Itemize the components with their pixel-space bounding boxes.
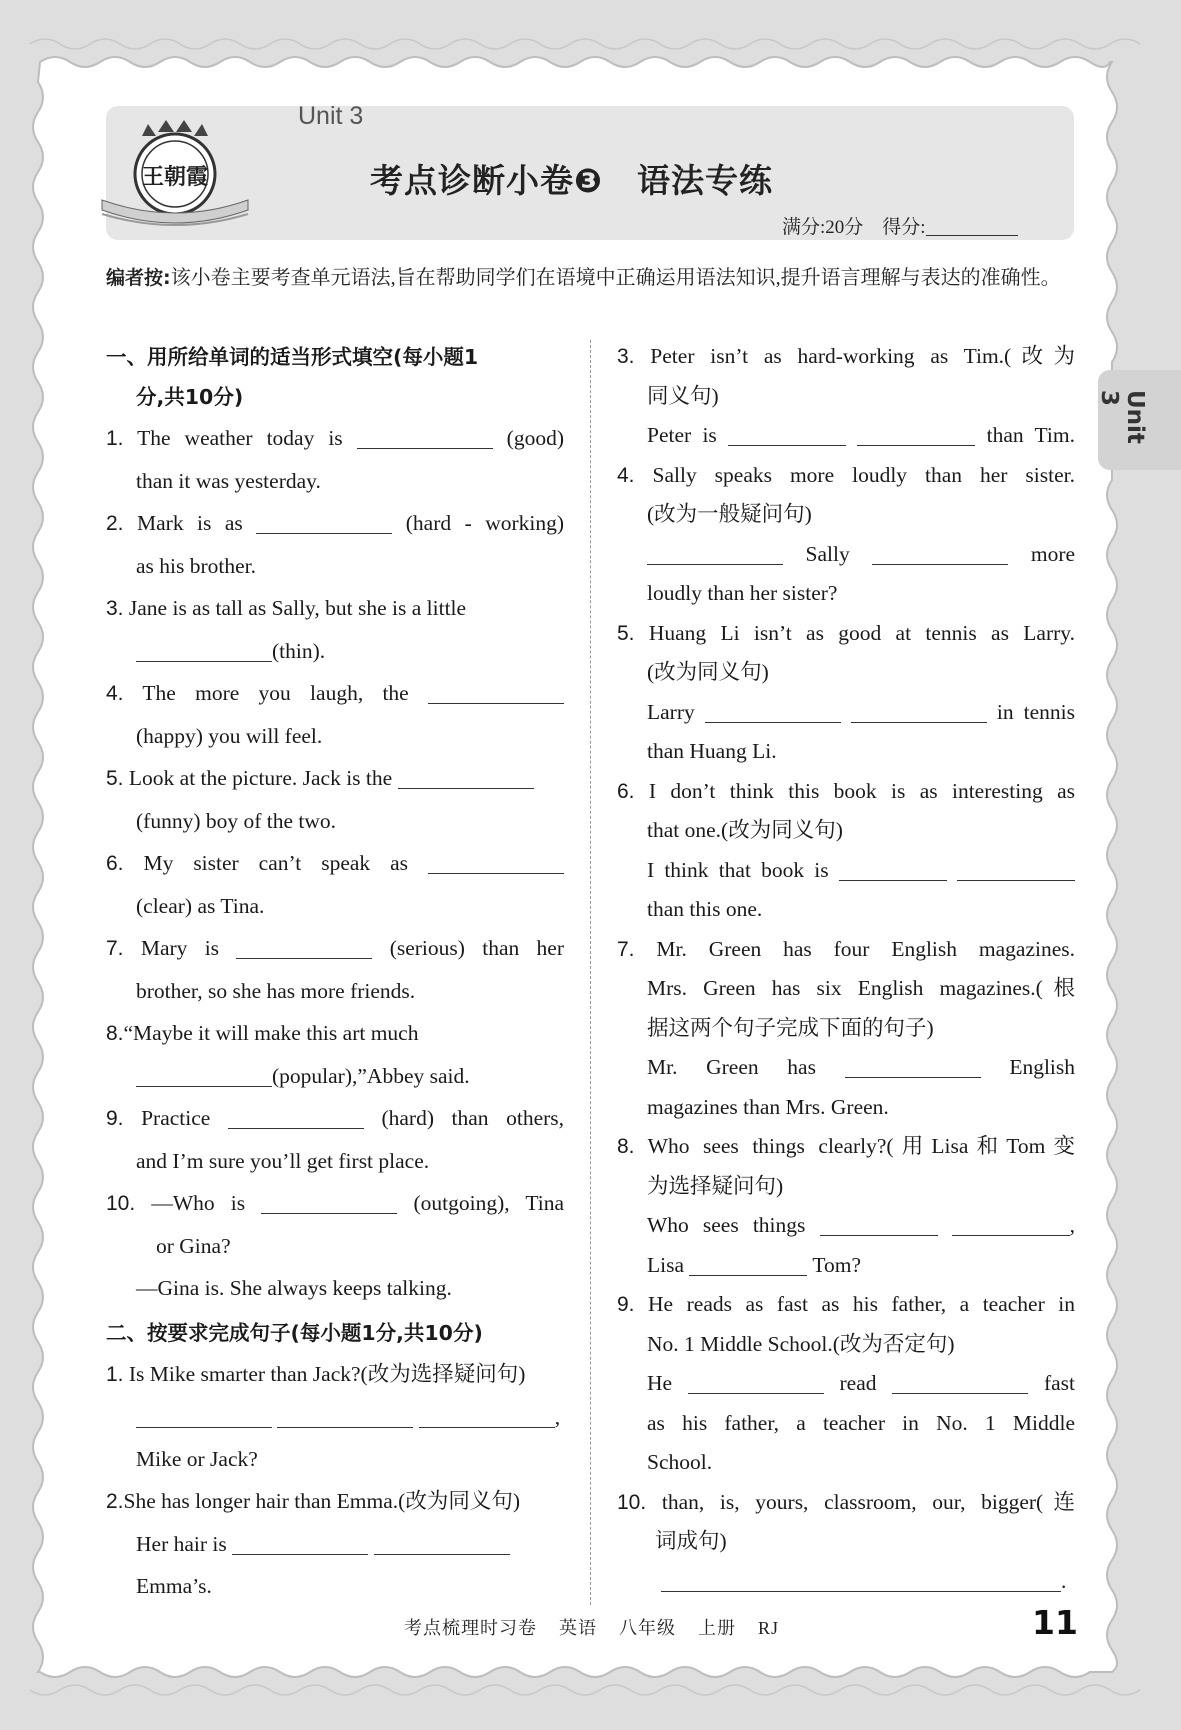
answer-blank[interactable] [357, 426, 493, 449]
question-text: The weather today is [137, 426, 343, 450]
question-number: 3. [617, 345, 635, 368]
answer-blank[interactable] [952, 1213, 1070, 1236]
section2-title-text: 二、按要求完成句子(每小题1分,共10分) [106, 1321, 483, 1345]
question-text: than, is, yours, classroom, our, bigger(连 [661, 1489, 1075, 1514]
s2-question-2 [106, 1480, 564, 1607]
question-text: than it was yesterday. [136, 469, 321, 493]
question-number: 9. [106, 1107, 124, 1130]
answer-blank[interactable] [728, 423, 846, 446]
question-text: 据这两个句子完成下面的句子) [647, 1015, 934, 1040]
question-hint: (serious) than her [389, 936, 565, 960]
footer-edition: RJ [758, 1618, 780, 1638]
answer-blank[interactable] [705, 700, 841, 723]
question-text: Mr. Green has four English magazines. [656, 936, 1075, 961]
page-title: 考点诊断小卷❸ 语法专练 [370, 161, 773, 200]
question-text: Who sees things [647, 1213, 806, 1237]
question-hint: (hard) than others, [381, 1106, 565, 1130]
answer-blank[interactable] [839, 858, 947, 881]
question-hint: (happy) you will feel. [136, 724, 323, 748]
question-text: English [1009, 1055, 1076, 1079]
page-number: 11 [1032, 1603, 1078, 1642]
editor-note-text: 该小卷主要考查单元语法,旨在帮助同学们在语境中正确运用语法知识,提升语言理解与表达的准确性。 [170, 267, 1061, 289]
question-text: Huang Li isn’t as good at tennis as Larry. [648, 620, 1075, 645]
answer-blank[interactable] [820, 1213, 938, 1236]
question-number: 8. [617, 1135, 635, 1158]
question-text: Mrs. Green has six English magazines.(根 [647, 976, 1075, 1000]
question-text: Peter isn’t as hard-working as Tim.(改为 [650, 344, 1076, 368]
question-text: Sally speaks more loudly than her sister. [652, 462, 1076, 487]
left-column [106, 337, 564, 1607]
question-text: as his father, a teacher in No. 1 Middle [647, 1410, 1075, 1435]
question-number: 10. [617, 1490, 647, 1514]
question-text: Tom? [812, 1252, 862, 1277]
question-hint: (good) [506, 426, 564, 450]
question-number: 4. [617, 463, 635, 487]
answer-blank[interactable] [136, 1064, 272, 1087]
question-number: 7. [617, 937, 635, 961]
question-text: He reads as fast as his father, a teacher in [648, 1292, 1075, 1316]
footer-grade: 八年级 [619, 1618, 676, 1638]
question-number: 9. [617, 1293, 635, 1316]
s1-question-1 [106, 417, 564, 502]
question-text: Mark is as [137, 511, 243, 535]
s2-question-8 [617, 1127, 1075, 1285]
answer-blank[interactable] [136, 1405, 272, 1428]
question-text: , [1069, 1213, 1075, 1237]
answer-blank[interactable] [136, 639, 272, 662]
answer-blank[interactable] [872, 542, 1008, 565]
answer-blank[interactable] [428, 851, 564, 874]
answer-blank[interactable] [419, 1405, 555, 1428]
question-number: 2. [106, 512, 124, 535]
question-text: Mike or Jack? [136, 1447, 258, 1471]
question-number: 5. [106, 767, 124, 790]
question-text: that one.(改为同义句) [647, 818, 843, 842]
question-text: brother, so she has more friends. [136, 979, 416, 1003]
question-number: 1. [106, 427, 124, 450]
question-text: read [839, 1371, 877, 1395]
question-text: Peter is [647, 423, 717, 447]
footer-series: 考点梳理时习卷 [404, 1618, 537, 1638]
question-number: 10. [106, 1192, 136, 1215]
s2-question-1 [106, 1353, 564, 1480]
s1-question-6 [106, 842, 564, 927]
answer-blank[interactable] [892, 1371, 1028, 1394]
question-text: Larry [647, 699, 695, 724]
question-text: (改为同义句) [647, 660, 769, 684]
question-text: more [1030, 541, 1076, 566]
s1-question-10 [106, 1182, 564, 1309]
question-text: —Who is [151, 1191, 246, 1215]
question-text: —Gina is. She always keeps talking. [136, 1276, 452, 1300]
question-text: , [554, 1405, 561, 1429]
question-number: 1. [106, 1363, 124, 1386]
question-text: fast [1043, 1371, 1075, 1395]
answer-blank[interactable] [374, 1532, 510, 1555]
answer-blank[interactable] [845, 1055, 981, 1078]
question-hint: (popular),”Abbey said. [272, 1064, 470, 1088]
question-number: 8. [106, 1022, 124, 1045]
question-text: Lisa [647, 1252, 685, 1277]
question-text: and I’m sure you’ll get first place. [136, 1149, 430, 1173]
question-number: 7. [106, 937, 124, 960]
s1-question-9 [106, 1097, 564, 1182]
s1-question-5 [106, 757, 564, 842]
question-number: 4. [106, 682, 124, 705]
question-text: She has longer hair than Emma.(改为同义句) [123, 1489, 520, 1513]
s2-question-6 [617, 772, 1075, 930]
question-text: The more you laugh, the [142, 681, 409, 705]
question-number: 5. [617, 621, 635, 645]
question-text: than Huang Li. [647, 739, 777, 763]
question-text: Mary is [140, 936, 220, 960]
question-hint: (clear) as Tina. [136, 894, 265, 918]
column-divider [590, 340, 591, 1605]
editor-note [106, 262, 1076, 294]
side-unit-label: Unit 3 [1096, 390, 1148, 444]
question-hint: (outgoing), Tina [413, 1191, 565, 1215]
answer-blank[interactable] [688, 1371, 824, 1394]
footer-volume: 上册 [698, 1618, 736, 1638]
answer-blank[interactable] [957, 858, 1075, 881]
question-text: 同义句) [647, 383, 719, 408]
question-text: or Gina? [156, 1234, 231, 1258]
question-text: Practice [141, 1106, 211, 1130]
s1-question-4 [106, 672, 564, 757]
question-text: than Tim. [986, 423, 1075, 447]
score-label: 满分:20分 得分: [782, 217, 926, 238]
question-hint: (hard - working) [405, 511, 565, 535]
section1-title-line2: 分,共10分) [136, 385, 244, 409]
question-text: Look at the picture. Jack is the [128, 766, 393, 790]
question-text: 词成句) [655, 1529, 727, 1553]
question-number: 3. [106, 597, 124, 620]
question-text: Mr. Green has [647, 1055, 816, 1079]
answer-blank[interactable] [689, 1253, 807, 1276]
s1-question-3 [106, 587, 564, 672]
question-text: My sister can’t speak as [143, 851, 409, 875]
footer-subject: 英语 [559, 1618, 597, 1638]
right-column [617, 337, 1075, 1601]
answer-blank[interactable] [261, 1191, 397, 1214]
question-text: loudly than her sister? [647, 581, 838, 605]
question-text: I think that book is [647, 857, 829, 882]
question-text: I don’t think this book is as interesting as [648, 778, 1075, 803]
s2-question-5 [617, 614, 1075, 772]
question-text: in tennis [996, 699, 1076, 724]
answer-blank[interactable] [661, 1569, 1061, 1592]
answer-blank[interactable] [647, 542, 783, 565]
question-text: Who sees things clearly?(用Lisa和Tom变 [647, 1134, 1075, 1158]
question-text: Is Mike smarter than Jack?(改为选择疑问句) [128, 1362, 526, 1386]
question-text: Her hair is [136, 1532, 227, 1556]
s1-question-7 [106, 927, 564, 1012]
s2-question-3 [617, 337, 1075, 456]
editor-note-label: 编者按: [106, 267, 171, 289]
section1-title-line1: 一、用所给单词的适当形式填空(每小题1 [106, 345, 479, 369]
score-blank[interactable] [926, 217, 1018, 236]
answer-blank[interactable] [232, 1532, 368, 1555]
question-hint: (thin). [272, 639, 326, 663]
question-text: (改为一般疑问句) [647, 502, 812, 526]
answer-blank[interactable] [428, 681, 564, 704]
answer-blank[interactable] [256, 511, 392, 534]
publisher-logo [100, 118, 250, 236]
question-number: 2. [106, 1490, 124, 1513]
question-text: as his brother. [136, 554, 257, 578]
answer-blank[interactable] [851, 700, 987, 723]
s2-question-10 [617, 1483, 1075, 1602]
footer [404, 1614, 801, 1640]
answer-blank[interactable] [857, 423, 975, 446]
s2-question-7 [617, 930, 1075, 1128]
question-text: Jane is as tall as Sally, but she is a little [128, 596, 467, 620]
question-text: Emma’s. [136, 1574, 212, 1598]
s2-question-9 [617, 1285, 1075, 1483]
question-text: School. [647, 1450, 713, 1474]
question-text: than this one. [647, 897, 763, 921]
s1-question-2 [106, 502, 564, 587]
question-text: He [647, 1371, 673, 1395]
question-number: 6. [617, 779, 635, 803]
answer-blank[interactable] [228, 1106, 364, 1129]
svg-text:王朝霞: 王朝霞 [141, 164, 209, 190]
unit-tag: Unit 3 [298, 102, 364, 130]
section2-title [106, 1313, 564, 1353]
answer-blank[interactable] [277, 1405, 413, 1428]
question-text: magazines than Mrs. Green. [647, 1094, 889, 1119]
question-hint: (funny) boy of the two. [136, 809, 337, 833]
question-number: 6. [106, 852, 124, 875]
score-line [782, 212, 1018, 239]
question-text: No. 1 Middle School.(改为否定句) [647, 1331, 955, 1356]
section1-title [106, 337, 564, 417]
question-text: “Maybe it will make this art much [123, 1021, 419, 1045]
s1-question-8 [106, 1012, 564, 1097]
answer-blank[interactable] [236, 936, 372, 959]
question-text: Sally [805, 541, 850, 566]
question-text: . [1061, 1568, 1067, 1593]
answer-blank[interactable] [398, 766, 534, 789]
s2-question-4 [617, 456, 1075, 614]
question-text: 为选择疑问句) [647, 1173, 784, 1198]
